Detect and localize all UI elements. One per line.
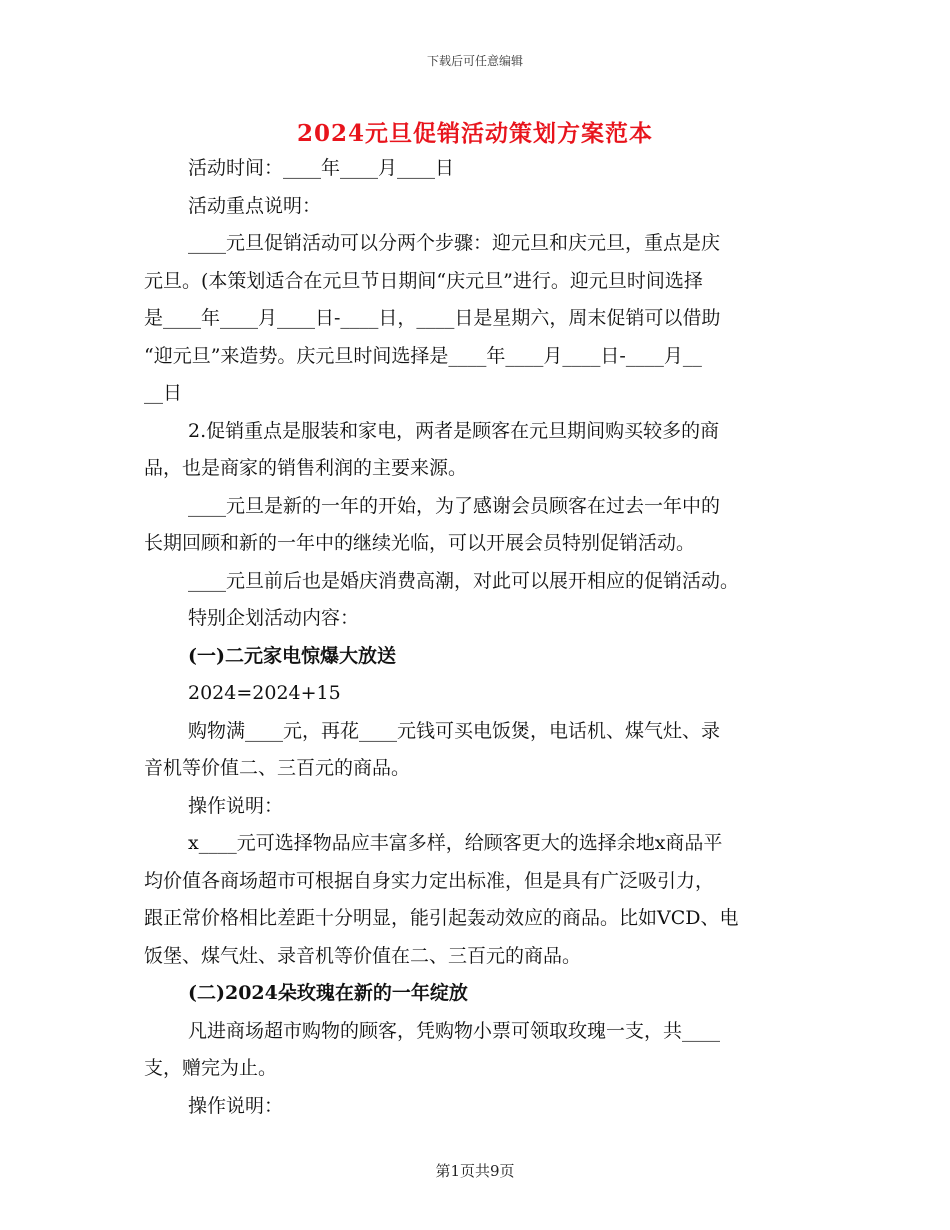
body-line: 活动时间：____年____月____日 <box>188 157 455 179</box>
section-heading: (二)2024朵玫瑰在新的一年绽放 <box>188 982 468 1004</box>
body-line: ____元旦前后也是婚庆消费高潮，对此可以展开相应的促销活动。 <box>188 569 740 592</box>
body-line: 2024=2024+15 <box>188 682 341 704</box>
body-line: 支，赠完为止。 <box>144 1057 278 1079</box>
body-line: 音机等价值二、三百元的商品。 <box>144 757 411 779</box>
document-body <box>144 150 804 1125</box>
body-line: 操作说明： <box>188 1094 284 1117</box>
body-line: 购物满____元，再花____元钱可买电饭煲，电话机、煤气灶、录 <box>188 719 721 742</box>
body-line: 凡进商场超市购物的顾客，凭购物小票可领取玫瑰一支，共____ <box>188 1019 721 1042</box>
body-line: 跟正常价格相比差距十分明显，能引起轰动效应的商品。比如VCD、电 <box>144 907 739 929</box>
section-heading: (一)二元家电惊爆大放送 <box>188 644 396 667</box>
body-line: 饭堡、煤气灶、录音机等价值在二、三百元的商品。 <box>144 944 582 967</box>
body-line: ____元旦是新的一年的开始，为了感谢会员顾客在过去一年中的 <box>188 494 721 517</box>
body-line: 活动重点说明： <box>188 194 322 217</box>
body-line: 均价值各商场超市可根据自身实力定出标准，但是具有广泛吸引力， <box>144 869 715 892</box>
body-line: 特别企划活动内容： <box>188 607 360 629</box>
body-line: 2.促销重点是服装和家电，两者是顾客在元旦期间购买较多的商 <box>188 419 720 442</box>
document-title: 2024元旦促销活动策划方案范本 <box>296 120 653 147</box>
body-line: 长期回顾和新的一年中的继续光临，可以开展会员特别促销活动。 <box>144 532 696 554</box>
body-line: 是____年____月____日-____日，____日是星期六，周末促销可以借助 <box>144 307 721 329</box>
header-note: 下载后可任意编辑 <box>426 54 523 68</box>
body-line: 操作说明： <box>188 794 284 817</box>
body-line: 元旦。(本策划适合在元旦节日期间“庆元旦”进行。迎元旦时间选择 <box>144 269 703 292</box>
body-line: 品，也是商家的销售利润的主要来源。 <box>144 457 468 479</box>
page-footer: 第1页共9页 <box>435 1162 515 1180</box>
body-line: “迎元旦”来造势。庆元旦时间选择是____年____月____日-____月__ <box>144 344 702 367</box>
body-line: x____元可选择物品应丰富多样，给顾客更大的选择余地x商品平 <box>188 832 723 854</box>
body-line: __日 <box>144 382 183 404</box>
body-line: ____元旦促销活动可以分两个步骤：迎元旦和庆元旦，重点是庆 <box>188 232 721 254</box>
